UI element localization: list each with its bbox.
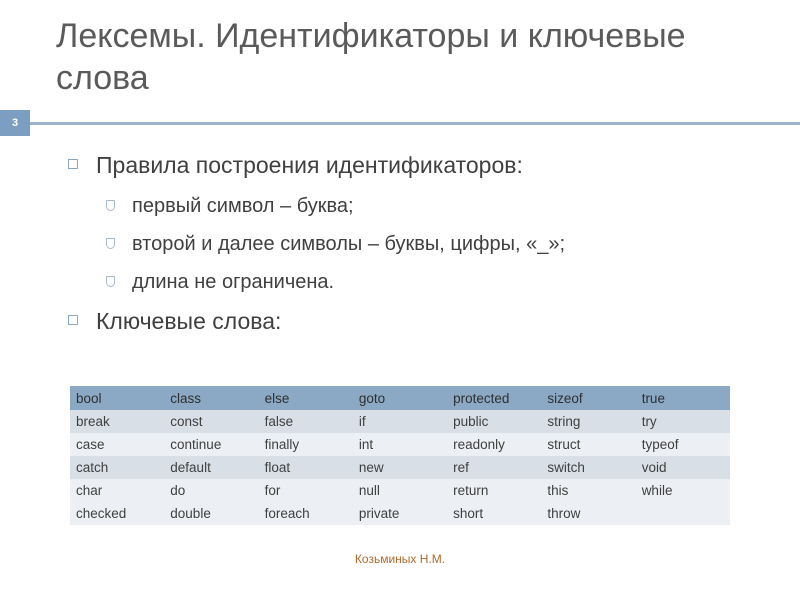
bullet-item-length [62, 263, 762, 301]
table-cell: throw [541, 502, 635, 525]
table-row [70, 479, 730, 502]
table-row [70, 410, 730, 433]
table-cell: void [636, 456, 730, 479]
table-cell: checked [70, 502, 164, 525]
shield-bullet-icon [106, 238, 115, 249]
bullet-item-keywords [62, 301, 762, 341]
table-cell: goto [353, 386, 447, 410]
square-bullet-icon [68, 159, 78, 169]
table-row [70, 433, 730, 456]
table-cell: new [353, 456, 447, 479]
table-cell: ref [447, 456, 541, 479]
bullet-label: Ключевые слова: [96, 308, 282, 334]
title-divider [30, 122, 800, 125]
table-cell: double [164, 502, 258, 525]
table-cell: private [353, 502, 447, 525]
table-cell: foreach [259, 502, 353, 525]
table-cell: float [259, 456, 353, 479]
slide-footer: Козьминых Н.М. [354, 552, 446, 566]
square-bullet-icon [68, 315, 78, 325]
slide-number: 3 [11, 117, 19, 129]
bullet-label: Правила построения идентификаторов: [96, 152, 523, 178]
shield-bullet-icon [106, 200, 115, 211]
table-cell: typeof [636, 433, 730, 456]
table-cell: catch [70, 456, 164, 479]
table-cell: char [70, 479, 164, 502]
bullet-label: первый символ – буква; [132, 195, 354, 217]
table-cell: default [164, 456, 258, 479]
table-cell: protected [447, 386, 541, 410]
table-cell: short [447, 502, 541, 525]
bullet-item-rules [62, 145, 762, 185]
table-cell: do [164, 479, 258, 502]
keywords-table [70, 386, 730, 525]
table-cell: for [259, 479, 353, 502]
table-cell: public [447, 410, 541, 433]
table-cell: switch [541, 456, 635, 479]
table-cell: continue [164, 433, 258, 456]
table-cell: this [541, 479, 635, 502]
table-cell: true [636, 386, 730, 410]
table-cell: null [353, 479, 447, 502]
table-cell: readonly [447, 433, 541, 456]
bullet-item-first-char [62, 187, 762, 225]
table-cell: try [636, 410, 730, 433]
table-cell: else [259, 386, 353, 410]
bullet-list [62, 145, 762, 343]
page-title: Лексемы. Идентификаторы и ключевые слова [56, 16, 686, 97]
bullet-label: второй и далее символы – буквы, цифры, «_»; [132, 233, 565, 255]
bullet-label: длина не ограничена. [132, 271, 335, 293]
table-cell: false [259, 410, 353, 433]
table-cell: int [353, 433, 447, 456]
shield-bullet-icon [106, 276, 115, 287]
table-cell: if [353, 410, 447, 433]
table-row [70, 502, 730, 525]
bullet-item-next-chars [62, 225, 762, 263]
keywords-table-container [70, 386, 730, 525]
table-cell: return [447, 479, 541, 502]
table-row [70, 456, 730, 479]
table-cell: const [164, 410, 258, 433]
table-row [70, 386, 730, 410]
table-cell: break [70, 410, 164, 433]
table-cell: struct [541, 433, 635, 456]
table-cell: string [541, 410, 635, 433]
table-cell: finally [259, 433, 353, 456]
slide-number-badge [0, 110, 30, 136]
table-cell: bool [70, 386, 164, 410]
table-cell: while [636, 479, 730, 502]
table-cell: class [164, 386, 258, 410]
table-cell [636, 502, 730, 525]
table-cell: case [70, 433, 164, 456]
table-cell: sizeof [541, 386, 635, 410]
